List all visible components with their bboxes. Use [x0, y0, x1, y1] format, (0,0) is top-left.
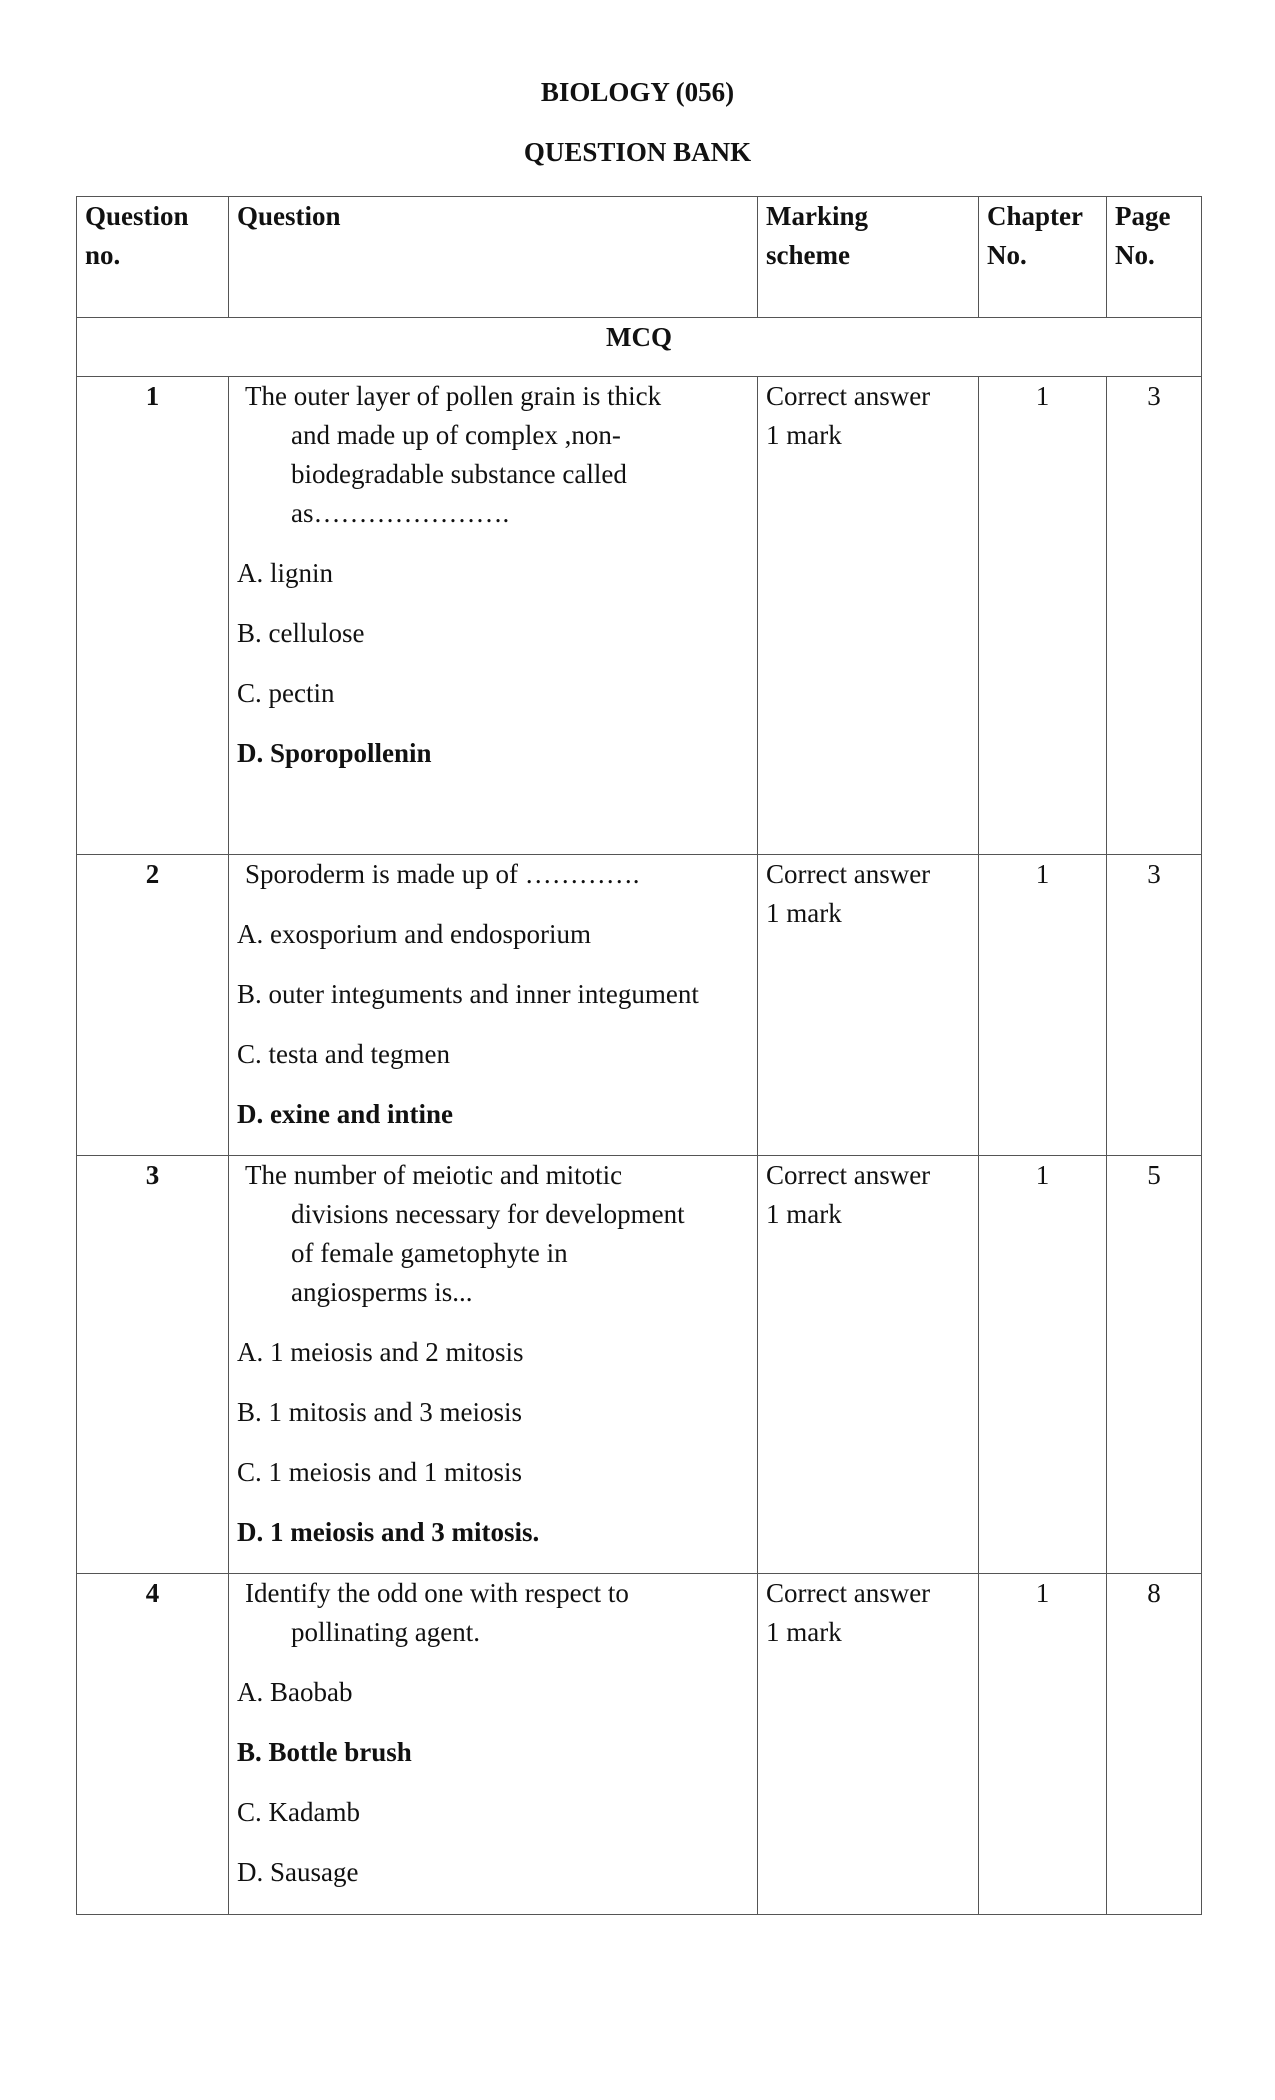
- col-header-page-no: Page No.: [1107, 197, 1202, 318]
- marking-scheme: Correct answer 1 mark: [758, 377, 979, 855]
- question-bank-table: [76, 196, 1202, 1915]
- option-b: B. 1 mitosis and 3 meiosis: [237, 1397, 523, 1427]
- question-number: 1: [77, 377, 229, 855]
- option-d-correct: D. 1 meiosis and 3 mitosis.: [237, 1517, 540, 1547]
- option-b-correct: B. Bottle brush: [237, 1737, 412, 1767]
- table-row: [77, 1574, 1202, 1915]
- page-number: 3: [1107, 377, 1202, 855]
- chapter-number: 1: [979, 1574, 1107, 1915]
- col-header-question: Question: [229, 197, 758, 318]
- option-c: C. testa and tegmen: [237, 1039, 450, 1069]
- question-cell: [229, 377, 758, 855]
- question-text: Identify the odd one with respect to pollinating agent.: [245, 1578, 629, 1647]
- col-header-chapter-no: Chapter No.: [979, 197, 1107, 318]
- page-number: 8: [1107, 1574, 1202, 1915]
- option-d-correct: D. exine and intine: [237, 1099, 454, 1129]
- table-row: [77, 855, 1202, 1156]
- section-label: MCQ: [77, 318, 1202, 377]
- option-c: C. pectin: [237, 678, 335, 708]
- question-number: 4: [77, 1574, 229, 1915]
- option-b: B. cellulose: [237, 618, 365, 648]
- table-row: [77, 1156, 1202, 1574]
- table-header-row: [77, 197, 1202, 318]
- marking-scheme: Correct answer 1 mark: [758, 1156, 979, 1574]
- question-cell: [229, 1574, 758, 1915]
- option-a: A. exosporium and endosporium: [237, 919, 591, 949]
- option-d: D. Sausage: [237, 1857, 359, 1887]
- col-header-marking-scheme: Marking scheme: [758, 197, 979, 318]
- option-d-correct: D. Sporopollenin: [237, 738, 432, 768]
- marking-scheme: Correct answer 1 mark: [758, 1574, 979, 1915]
- page-number: 5: [1107, 1156, 1202, 1574]
- option-b: B. outer integuments and inner integument: [237, 979, 699, 1009]
- page-number: 3: [1107, 855, 1202, 1156]
- chapter-number: 1: [979, 377, 1107, 855]
- question-number: 2: [77, 855, 229, 1156]
- question-cell: [229, 1156, 758, 1574]
- marking-scheme: Correct answer 1 mark: [758, 855, 979, 1156]
- section-row: [77, 318, 1202, 377]
- question-text: The number of meiotic and mitotic divisions necessary for development of female gametophyte in angiosperms is...: [245, 1160, 685, 1307]
- option-c: C. Kadamb: [237, 1797, 360, 1827]
- question-number: 3: [77, 1156, 229, 1574]
- subject-title: BIOLOGY (056): [540, 77, 735, 107]
- table-row: [77, 377, 1202, 855]
- option-c: C. 1 meiosis and 1 mitosis: [237, 1457, 523, 1487]
- question-text: The outer layer of pollen grain is thick and made up of complex ,non- biodegradable substance called as………………….: [245, 381, 662, 528]
- chapter-number: 1: [979, 855, 1107, 1156]
- col-header-question-no: Question no.: [77, 197, 229, 318]
- option-a: A. Baobab: [237, 1677, 353, 1707]
- option-a: A. 1 meiosis and 2 mitosis: [237, 1337, 524, 1367]
- question-cell: [229, 855, 758, 1156]
- option-a: A. lignin: [237, 558, 334, 588]
- page-title: QUESTION BANK: [523, 137, 752, 167]
- question-text: Sporoderm is made up of ………….: [245, 859, 640, 889]
- chapter-number: 1: [979, 1156, 1107, 1574]
